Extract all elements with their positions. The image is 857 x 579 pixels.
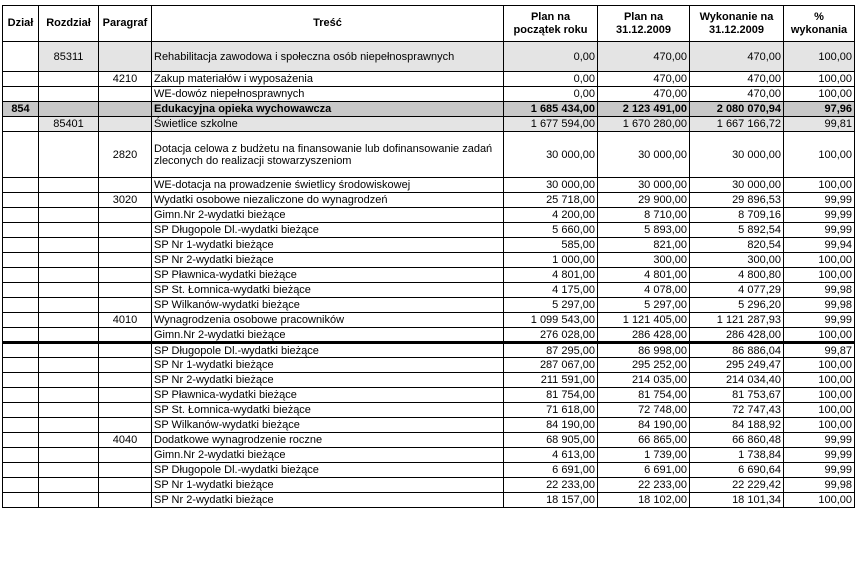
cell-tresc: Dodatkowe wynagrodzenie roczne [152,433,504,448]
cell-tresc: Edukacyjna opieka wychowawcza [152,102,504,117]
cell-plan-end: 470,00 [598,87,690,102]
cell-plan-end: 1 739,00 [598,448,690,463]
cell-tresc: SP Wilkanów-wydatki bieżące [152,418,504,433]
cell-wykonanie: 820,54 [690,238,784,253]
cell-rozdzial [39,313,99,328]
cell-procent: 99,99 [784,223,855,238]
cell-dzial [3,193,39,208]
cell-tresc: SP Nr 1-wydatki bieżące [152,478,504,493]
cell-wykonanie: 295 249,47 [690,358,784,373]
cell-tresc: Gimn.Nr 2-wydatki bieżące [152,448,504,463]
item-row [3,283,855,298]
cell-plan-start: 1 000,00 [504,253,598,268]
cell-rozdzial [39,478,99,493]
cell-paragraf [99,493,152,508]
cell-rozdzial [39,448,99,463]
cell-plan-end: 300,00 [598,253,690,268]
cell-dzial [3,132,39,178]
cell-tresc: Dotacja celowa z budżetu na finansowanie lub dofinansowanie zadań zleconych do realizacji stowarzyszeniom [152,132,504,178]
cell-paragraf [99,448,152,463]
cell-plan-end: 29 900,00 [598,193,690,208]
cell-dzial [3,223,39,238]
cell-dzial [3,328,39,343]
cell-rozdzial [39,493,99,508]
cell-tresc: Świetlice szkolne [152,117,504,132]
cell-dzial [3,343,39,358]
cell-tresc: Zakup materiałów i wyposażenia [152,72,504,87]
cell-wykonanie: 30 000,00 [690,178,784,193]
cell-rozdzial [39,388,99,403]
cell-wykonanie: 470,00 [690,42,784,72]
cell-plan-start: 71 618,00 [504,403,598,418]
paragraph-row [3,72,855,87]
cell-rozdzial [39,102,99,117]
cell-dzial [3,117,39,132]
cell-plan-start: 1 685 434,00 [504,102,598,117]
cell-dzial [3,87,39,102]
chapter-row [3,42,855,72]
cell-plan-start: 276 028,00 [504,328,598,343]
item-row [3,463,855,478]
cell-plan-start: 84 190,00 [504,418,598,433]
cell-paragraf [99,328,152,343]
cell-paragraf [99,298,152,313]
cell-rozdzial: 85401 [39,117,99,132]
cell-rozdzial [39,328,99,343]
cell-rozdzial [39,223,99,238]
cell-tresc: WE-dotacja na prowadzenie świetlicy środowiskowej [152,178,504,193]
cell-procent: 99,87 [784,343,855,358]
cell-plan-end: 5 297,00 [598,298,690,313]
cell-paragraf [99,208,152,223]
cell-procent: 99,99 [784,433,855,448]
cell-rozdzial [39,132,99,178]
header-rozdzial: Rozdział [39,6,99,42]
cell-paragraf [99,403,152,418]
cell-tresc: SP Nr 2-wydatki bieżące [152,253,504,268]
budget-table [2,5,855,508]
cell-tresc: Gimn.Nr 2-wydatki bieżące [152,328,504,343]
cell-paragraf [99,223,152,238]
cell-procent: 100,00 [784,388,855,403]
cell-tresc: SP Długopole Dl.-wydatki bieżące [152,463,504,478]
header-procent: % wykonania [784,6,855,42]
cell-wykonanie: 66 860,48 [690,433,784,448]
cell-dzial [3,448,39,463]
cell-paragraf [99,42,152,72]
cell-wykonanie: 84 188,92 [690,418,784,433]
cell-wykonanie: 2 080 070,94 [690,102,784,117]
item-row [3,403,855,418]
cell-rozdzial [39,193,99,208]
chapter-row [3,117,855,132]
cell-plan-end: 821,00 [598,238,690,253]
cell-tresc: Gimn.Nr 2-wydatki bieżące [152,208,504,223]
cell-wykonanie: 1 738,84 [690,448,784,463]
cell-plan-end: 84 190,00 [598,418,690,433]
cell-plan-start: 22 233,00 [504,478,598,493]
cell-tresc: WE-dowóz niepełnosprawnych [152,87,504,102]
cell-wykonanie: 29 896,53 [690,193,784,208]
cell-procent: 100,00 [784,403,855,418]
cell-procent: 100,00 [784,87,855,102]
cell-plan-start: 287 067,00 [504,358,598,373]
cell-rozdzial [39,343,99,358]
cell-procent: 100,00 [784,132,855,178]
cell-plan-start: 81 754,00 [504,388,598,403]
cell-plan-start: 1 099 543,00 [504,313,598,328]
cell-rozdzial [39,283,99,298]
cell-rozdzial [39,358,99,373]
cell-plan-end: 286 428,00 [598,328,690,343]
cell-dzial [3,373,39,388]
cell-paragraf [99,388,152,403]
budget-rows [3,42,855,508]
cell-plan-end: 470,00 [598,42,690,72]
cell-procent: 99,94 [784,238,855,253]
item-row [3,358,855,373]
cell-paragraf [99,117,152,132]
cell-plan-end: 470,00 [598,72,690,87]
cell-wykonanie: 81 753,67 [690,388,784,403]
cell-procent: 99,81 [784,117,855,132]
cell-dzial [3,313,39,328]
cell-plan-start: 1 677 594,00 [504,117,598,132]
cell-plan-start: 68 905,00 [504,433,598,448]
cell-tresc: Rehabilitacja zawodowa i społeczna osób niepełnosprawnych [152,42,504,72]
cell-wykonanie: 286 428,00 [690,328,784,343]
cell-wykonanie: 1 121 287,93 [690,313,784,328]
cell-procent: 100,00 [784,493,855,508]
cell-dzial [3,208,39,223]
cell-tresc: SP Wilkanów-wydatki bieżące [152,298,504,313]
header-plan-start: Plan na początek roku [504,6,598,42]
cell-procent: 100,00 [784,72,855,87]
cell-plan-start: 6 691,00 [504,463,598,478]
paragraph-row [3,132,855,178]
cell-plan-end: 1 121 405,00 [598,313,690,328]
header-plan-end: Plan na 31.12.2009 [598,6,690,42]
cell-paragraf [99,478,152,493]
cell-paragraf: 4210 [99,72,152,87]
cell-dzial [3,493,39,508]
cell-plan-end: 81 754,00 [598,388,690,403]
cell-dzial [3,433,39,448]
cell-tresc: SP Długopole Dl.-wydatki bieżące [152,343,504,358]
cell-paragraf [99,178,152,193]
cell-plan-end: 214 035,00 [598,373,690,388]
cell-procent: 100,00 [784,268,855,283]
cell-rozdzial [39,87,99,102]
cell-plan-start: 585,00 [504,238,598,253]
cell-paragraf [99,373,152,388]
cell-plan-end: 22 233,00 [598,478,690,493]
item-row [3,418,855,433]
cell-procent: 100,00 [784,328,855,343]
cell-plan-start: 18 157,00 [504,493,598,508]
cell-paragraf: 3020 [99,193,152,208]
cell-paragraf [99,283,152,298]
cell-paragraf [99,253,152,268]
cell-wykonanie: 6 690,64 [690,463,784,478]
cell-dzial: 854 [3,102,39,117]
cell-paragraf [99,238,152,253]
cell-plan-end: 30 000,00 [598,178,690,193]
header-wykonanie: Wykonanie na 31.12.2009 [690,6,784,42]
cell-rozdzial [39,208,99,223]
cell-wykonanie: 4 800,80 [690,268,784,283]
cell-plan-start: 4 801,00 [504,268,598,283]
cell-tresc: Wynagrodzenia osobowe pracowników [152,313,504,328]
item-row [3,238,855,253]
item-row [3,373,855,388]
cell-dzial [3,268,39,283]
cell-plan-start: 0,00 [504,42,598,72]
cell-plan-start: 0,00 [504,87,598,102]
cell-plan-end: 6 691,00 [598,463,690,478]
cell-rozdzial [39,463,99,478]
cell-procent: 100,00 [784,42,855,72]
cell-tresc: SP Nr 1-wydatki bieżące [152,238,504,253]
header-tresc: Treść [152,6,504,42]
cell-rozdzial [39,238,99,253]
cell-paragraf [99,418,152,433]
cell-tresc: SP Długopole Dl.-wydatki bieżące [152,223,504,238]
cell-paragraf [99,358,152,373]
cell-dzial [3,463,39,478]
cell-plan-end: 66 865,00 [598,433,690,448]
cell-procent: 99,99 [784,208,855,223]
cell-paragraf [99,463,152,478]
item-row [3,328,855,343]
cell-wykonanie: 18 101,34 [690,493,784,508]
cell-paragraf [99,343,152,358]
cell-paragraf [99,102,152,117]
cell-wykonanie: 72 747,43 [690,403,784,418]
cell-procent: 99,98 [784,298,855,313]
cell-wykonanie: 5 892,54 [690,223,784,238]
cell-rozdzial [39,268,99,283]
cell-tresc: SP St. Łomnica-wydatki bieżące [152,283,504,298]
item-row [3,253,855,268]
cell-wykonanie: 300,00 [690,253,784,268]
cell-dzial [3,403,39,418]
cell-wykonanie: 8 709,16 [690,208,784,223]
cell-procent: 99,98 [784,283,855,298]
cell-plan-end: 4 801,00 [598,268,690,283]
cell-rozdzial [39,72,99,87]
item-row [3,448,855,463]
cell-wykonanie: 214 034,40 [690,373,784,388]
cell-plan-end: 18 102,00 [598,493,690,508]
cell-dzial [3,388,39,403]
cell-procent: 99,98 [784,478,855,493]
cell-plan-start: 0,00 [504,72,598,87]
cell-paragraf: 2820 [99,132,152,178]
cell-wykonanie: 30 000,00 [690,132,784,178]
cell-procent: 99,99 [784,463,855,478]
paragraph-row [3,193,855,208]
cell-tresc: SP Nr 2-wydatki bieżące [152,373,504,388]
cell-rozdzial [39,253,99,268]
cell-dzial [3,238,39,253]
cell-rozdzial: 85311 [39,42,99,72]
cell-procent: 100,00 [784,253,855,268]
cell-wykonanie: 1 667 166,72 [690,117,784,132]
cell-rozdzial [39,298,99,313]
cell-dzial [3,418,39,433]
cell-plan-start: 5 660,00 [504,223,598,238]
header-row [3,6,855,42]
cell-paragraf [99,268,152,283]
item-row [3,298,855,313]
item-row [3,478,855,493]
cell-paragraf: 4040 [99,433,152,448]
cell-rozdzial [39,433,99,448]
cell-rozdzial [39,403,99,418]
paragraph-row [3,313,855,328]
cell-procent: 100,00 [784,358,855,373]
cell-tresc: SP Nr 1-wydatki bieżące [152,358,504,373]
item-row [3,178,855,193]
cell-procent: 97,96 [784,102,855,117]
cell-plan-end: 4 078,00 [598,283,690,298]
cell-paragraf: 4010 [99,313,152,328]
item-row [3,268,855,283]
cell-dzial [3,283,39,298]
cell-wykonanie: 22 229,42 [690,478,784,493]
cell-procent: 100,00 [784,418,855,433]
cell-tresc: Wydatki osobowe niezaliczone do wynagrodzeń [152,193,504,208]
item-row [3,223,855,238]
cell-wykonanie: 5 296,20 [690,298,784,313]
cell-dzial [3,253,39,268]
cell-plan-end: 5 893,00 [598,223,690,238]
cell-plan-start: 4 200,00 [504,208,598,223]
cell-plan-end: 2 123 491,00 [598,102,690,117]
item-row [3,87,855,102]
cell-plan-end: 72 748,00 [598,403,690,418]
item-row [3,493,855,508]
cell-tresc: SP Pławnica-wydatki bieżące [152,268,504,283]
section-row [3,102,855,117]
cell-plan-end: 1 670 280,00 [598,117,690,132]
paragraph-row [3,433,855,448]
cell-tresc: SP St. Łomnica-wydatki bieżące [152,403,504,418]
cell-paragraf [99,87,152,102]
cell-procent: 99,99 [784,448,855,463]
header-paragraf: Paragraf [99,6,152,42]
cell-dzial [3,298,39,313]
cell-plan-start: 30 000,00 [504,178,598,193]
cell-wykonanie: 86 886,04 [690,343,784,358]
cell-procent: 100,00 [784,373,855,388]
cell-dzial [3,42,39,72]
cell-procent: 99,99 [784,313,855,328]
cell-plan-start: 4 613,00 [504,448,598,463]
cell-dzial [3,178,39,193]
cell-dzial [3,358,39,373]
cell-dzial [3,478,39,493]
cell-dzial [3,72,39,87]
item-row [3,343,855,358]
cell-plan-end: 86 998,00 [598,343,690,358]
cell-tresc: SP Pławnica-wydatki bieżące [152,388,504,403]
cell-tresc: SP Nr 2-wydatki bieżące [152,493,504,508]
cell-plan-start: 5 297,00 [504,298,598,313]
cell-plan-start: 30 000,00 [504,132,598,178]
cell-procent: 99,99 [784,193,855,208]
item-row [3,388,855,403]
cell-wykonanie: 470,00 [690,72,784,87]
cell-plan-start: 211 591,00 [504,373,598,388]
cell-rozdzial [39,178,99,193]
cell-plan-end: 295 252,00 [598,358,690,373]
cell-rozdzial [39,418,99,433]
cell-plan-end: 30 000,00 [598,132,690,178]
cell-procent: 100,00 [784,178,855,193]
cell-plan-end: 8 710,00 [598,208,690,223]
cell-plan-start: 25 718,00 [504,193,598,208]
cell-plan-start: 4 175,00 [504,283,598,298]
header-dzial: Dział [3,6,39,42]
cell-wykonanie: 470,00 [690,87,784,102]
item-row [3,208,855,223]
cell-wykonanie: 4 077,29 [690,283,784,298]
cell-rozdzial [39,373,99,388]
cell-plan-start: 87 295,00 [504,343,598,358]
